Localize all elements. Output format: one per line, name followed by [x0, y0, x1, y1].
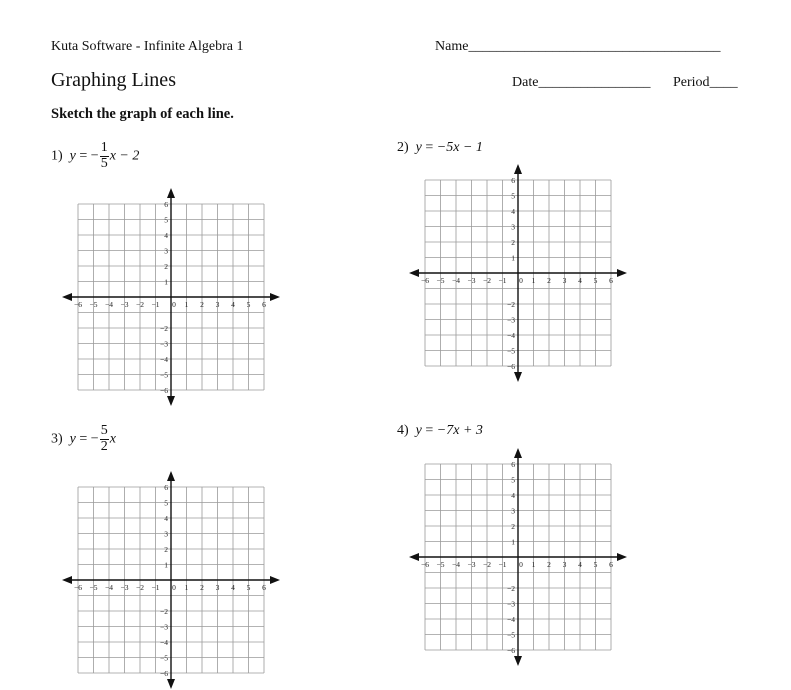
y-tick-label: 3	[164, 246, 168, 256]
y-axis-arrow-up	[167, 188, 175, 198]
x-tick-label: −1	[498, 560, 507, 569]
x-tick-label: 4	[231, 583, 235, 592]
x-tick-label: 6	[609, 276, 613, 285]
x-tick-label: 6	[262, 300, 266, 309]
x-tick-label: 0	[172, 583, 176, 592]
x-tick-label: −4	[105, 583, 113, 592]
y-tick-label: 2	[164, 262, 168, 271]
y-tick-label: 4	[164, 231, 168, 240]
y-axis-arrow-down	[514, 372, 522, 382]
x-tick-label: 5	[246, 583, 251, 592]
y-axis-arrow-up	[514, 448, 522, 458]
y-tick-label: 1	[511, 537, 515, 547]
y-tick-label: 1	[164, 277, 168, 287]
y-tick-label: 4	[164, 514, 168, 523]
x-tick-label: 2	[200, 583, 204, 592]
x-tick-label: −6	[74, 300, 82, 309]
y-tick-label: 3	[164, 529, 168, 539]
x-tick-label: 3	[562, 276, 567, 285]
x-tick-label: 0	[172, 300, 176, 309]
x-axis-arrow-left	[409, 269, 419, 277]
x-tick-label: 6	[262, 583, 266, 592]
y-tick-label: −3	[507, 599, 515, 609]
x-tick-label: −4	[452, 276, 460, 285]
name-blank: ____________________________________	[468, 39, 721, 54]
y-tick-label: 6	[511, 460, 515, 469]
x-axis-arrow-right	[270, 293, 280, 301]
y-tick-label: −4	[507, 331, 515, 340]
y-tick-label: −2	[507, 300, 515, 309]
x-axis-arrow-left	[409, 553, 419, 561]
x-tick-label: 0	[519, 276, 523, 285]
x-tick-label: −1	[151, 300, 160, 309]
y-tick-label: −6	[507, 362, 515, 371]
instructions: Sketch the graph of each line.	[51, 106, 234, 122]
x-tick-label: 4	[578, 560, 582, 569]
coordinate-grid-1[interactable]	[61, 187, 281, 407]
y-tick-label: 3	[511, 222, 515, 232]
y-tick-label: 6	[164, 200, 168, 209]
x-tick-label: 4	[578, 276, 582, 285]
x-tick-label: −6	[421, 276, 429, 285]
period-label: Period	[673, 75, 710, 90]
y-tick-label: 3	[511, 506, 515, 516]
period-field[interactable]	[673, 75, 738, 91]
x-tick-label: 3	[562, 560, 567, 569]
y-tick-label: 6	[511, 176, 515, 185]
equation-sign: −	[90, 431, 99, 447]
y-axis-arrow-down	[514, 656, 522, 666]
y-tick-label: 2	[164, 545, 168, 554]
y-tick-label: 5	[164, 498, 168, 508]
y-tick-label: 2	[511, 522, 515, 531]
name-field[interactable]	[435, 39, 720, 55]
y-tick-label: −3	[160, 622, 168, 632]
coordinate-grid-4[interactable]	[408, 447, 628, 667]
y-tick-label: −6	[507, 646, 515, 655]
problem-2	[397, 140, 483, 156]
equation-rest: x	[109, 431, 116, 447]
equation-fraction: $\frac{1}{5}$	[100, 140, 108, 171]
problem-number: 1)	[51, 148, 63, 164]
equation-y: y	[69, 431, 76, 447]
y-tick-label: −5	[160, 370, 168, 380]
x-tick-label: 3	[215, 583, 220, 592]
y-tick-label: 5	[511, 191, 515, 201]
equation-equals: =	[425, 140, 434, 155]
y-tick-label: 4	[511, 207, 515, 216]
equation-fraction: $\frac{5}{2}$	[100, 423, 108, 454]
x-tick-label: −4	[452, 560, 460, 569]
x-tick-label: −2	[136, 300, 144, 309]
y-tick-label: 6	[164, 483, 168, 492]
y-tick-label: −2	[160, 324, 168, 333]
x-tick-label: −5	[436, 276, 445, 285]
x-axis-arrow-right	[270, 576, 280, 584]
equation-y: y	[69, 148, 76, 164]
y-tick-label: −4	[160, 355, 168, 364]
y-tick-label: 2	[511, 238, 515, 247]
equation-equals: =	[79, 431, 88, 447]
x-tick-label: −4	[105, 300, 113, 309]
y-tick-label: −4	[507, 615, 515, 624]
name-label: Name	[435, 39, 469, 54]
problem-3	[51, 424, 116, 454]
equation-sign: −	[90, 148, 99, 164]
x-tick-label: −5	[89, 583, 98, 592]
x-tick-label: 1	[184, 300, 189, 309]
equation-rest: −7x + 3	[436, 423, 483, 438]
x-tick-label: −5	[436, 560, 445, 569]
x-tick-label: 2	[547, 560, 551, 569]
y-tick-label: −5	[160, 653, 168, 663]
date-blank: ________________	[538, 75, 651, 90]
y-axis-arrow-up	[167, 471, 175, 481]
y-axis-arrow-down	[167, 396, 175, 406]
period-blank: ____	[709, 75, 738, 90]
x-tick-label: 1	[184, 583, 189, 592]
y-tick-label: −6	[160, 386, 168, 395]
problem-1	[51, 141, 139, 171]
y-tick-label: −2	[160, 607, 168, 616]
x-tick-label: −6	[74, 583, 82, 592]
y-tick-label: 4	[511, 491, 515, 500]
equation-rest: x − 2	[109, 148, 140, 164]
x-axis-arrow-left	[62, 576, 72, 584]
equation-equals: =	[79, 148, 88, 164]
x-tick-label: −6	[421, 560, 429, 569]
date-field[interactable]	[512, 75, 650, 91]
x-tick-label: −3	[120, 300, 129, 309]
x-tick-label: 2	[200, 300, 204, 309]
y-axis-arrow-up	[514, 164, 522, 174]
equation-y: y	[415, 423, 422, 438]
y-tick-label: −5	[507, 346, 515, 356]
problem-number: 3)	[51, 431, 63, 447]
x-tick-label: 5	[246, 300, 251, 309]
x-tick-label: −2	[483, 560, 491, 569]
y-tick-label: 1	[164, 560, 168, 570]
y-tick-label: −3	[507, 315, 515, 325]
x-tick-label: 3	[215, 300, 220, 309]
x-tick-label: −1	[498, 276, 507, 285]
coordinate-grid-2[interactable]	[408, 163, 628, 383]
x-tick-label: −2	[136, 583, 144, 592]
y-tick-label: −3	[160, 339, 168, 349]
x-tick-label: −2	[483, 276, 491, 285]
problem-4	[397, 423, 483, 439]
page-title: Graphing Lines	[51, 69, 176, 91]
y-axis-arrow-down	[167, 679, 175, 689]
x-tick-label: −5	[89, 300, 98, 309]
y-tick-label: 5	[511, 475, 515, 485]
x-tick-label: 0	[519, 560, 523, 569]
coordinate-grid-3[interactable]	[61, 470, 281, 690]
problem-number: 4)	[397, 423, 409, 438]
x-tick-label: 6	[609, 560, 613, 569]
x-tick-label: 2	[547, 276, 551, 285]
x-tick-label: −3	[467, 560, 476, 569]
y-tick-label: −4	[160, 638, 168, 647]
equation-equals: =	[425, 423, 434, 438]
x-tick-label: 1	[531, 276, 536, 285]
date-label: Date	[512, 75, 539, 90]
y-tick-label: 5	[164, 215, 168, 225]
x-tick-label: 1	[531, 560, 536, 569]
x-axis-arrow-right	[617, 553, 627, 561]
x-axis-arrow-right	[617, 269, 627, 277]
x-tick-label: 5	[593, 276, 598, 285]
x-axis-arrow-left	[62, 293, 72, 301]
y-tick-label: −5	[507, 630, 515, 640]
problem-number: 2)	[397, 140, 409, 155]
y-tick-label: −6	[160, 669, 168, 678]
x-tick-label: −3	[467, 276, 476, 285]
equation-y: y	[415, 140, 422, 155]
x-tick-label: 5	[593, 560, 598, 569]
x-tick-label: −1	[151, 583, 160, 592]
y-tick-label: −2	[507, 584, 515, 593]
y-tick-label: 1	[511, 253, 515, 263]
publisher-line: Kuta Software - Infinite Algebra 1	[51, 39, 244, 54]
x-tick-label: 4	[231, 300, 235, 309]
x-tick-label: −3	[120, 583, 129, 592]
equation-rest: −5x − 1	[436, 140, 483, 155]
